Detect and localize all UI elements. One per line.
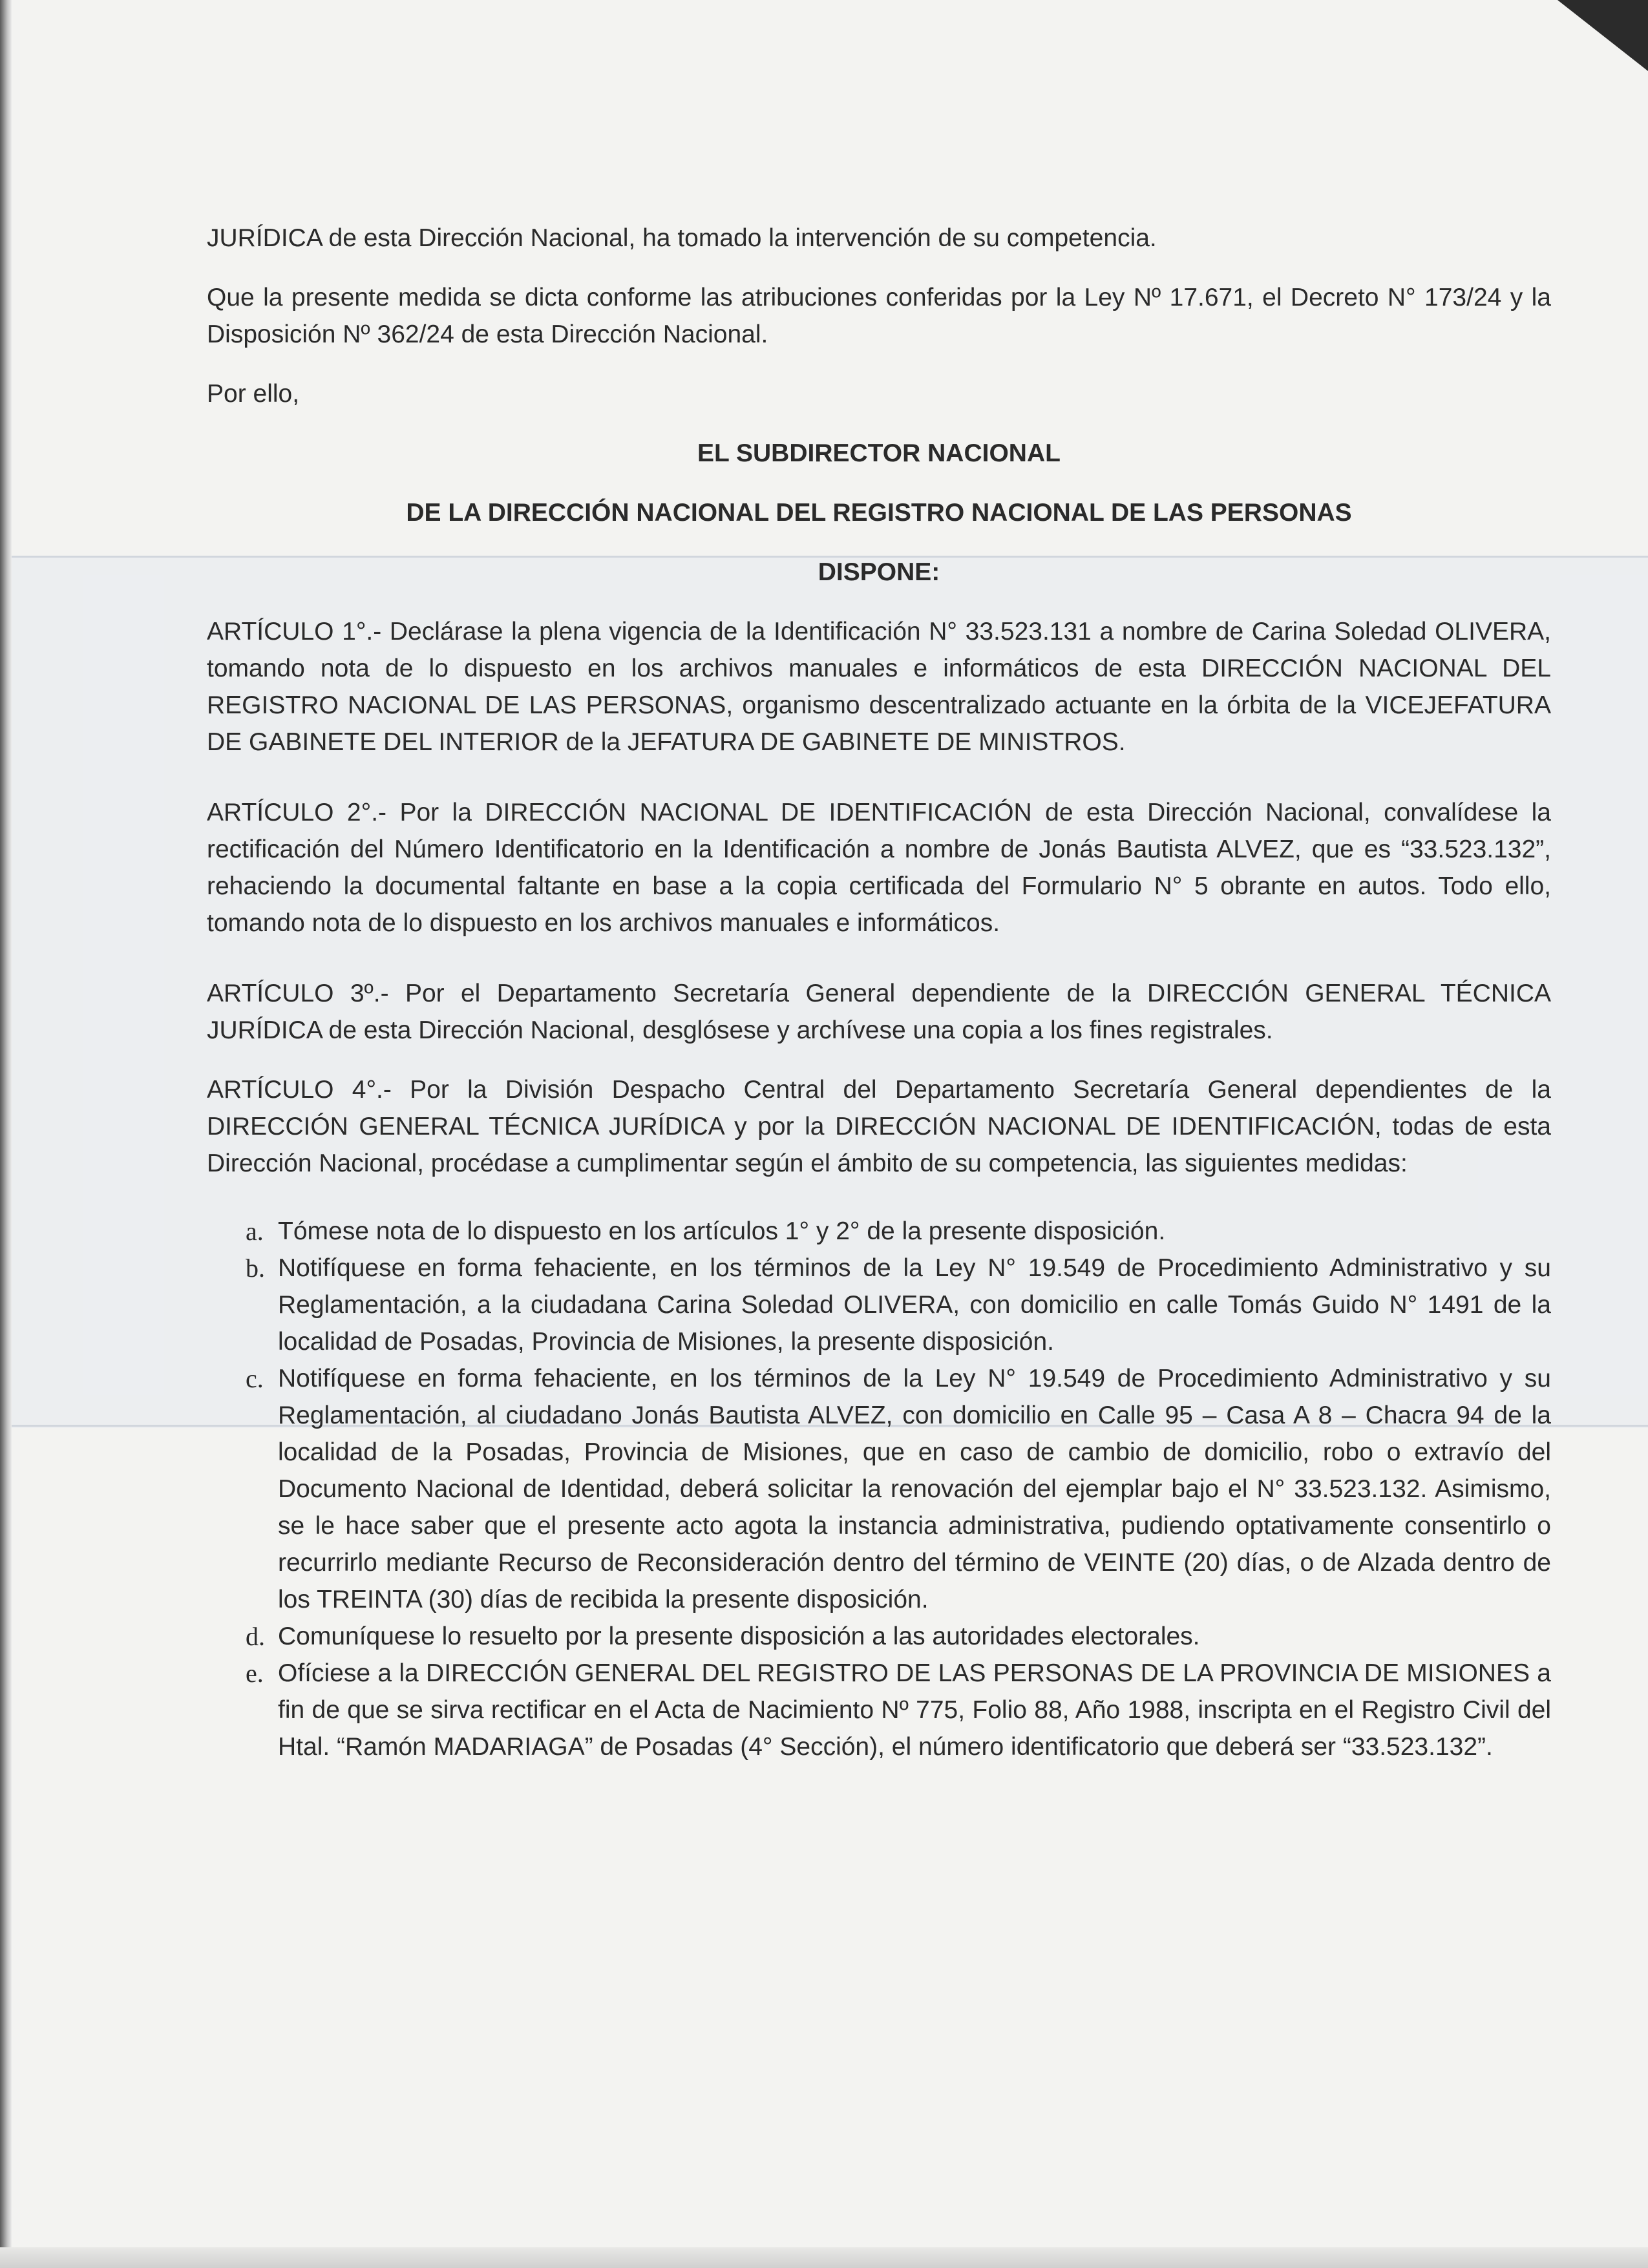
list-marker: a.: [246, 1217, 264, 1246]
list-item: [246, 1250, 1551, 1360]
por-ello: Por ello,: [207, 380, 300, 408]
list-marker: c.: [246, 1364, 264, 1393]
measures-list: [207, 1213, 1551, 1765]
list-item-text: Notifíquese en forma fehaciente, en los términos de la Ley N° 19.549 de Procedimiento Administrativo y su Reglamentación, a la ciudadana Carina Soledad OLIVERA, con domicilio en calle Tomás Guido N° 1491 de la localidad de Posadas, Provincia de Misiones, la presente disposición.: [278, 1254, 1551, 1356]
list-item: [246, 1213, 1551, 1250]
list-item: [246, 1618, 1551, 1655]
article-2: ARTÍCULO 2°.- Por la DIRECCIÓN NACIONAL DE IDENTIFICACIÓN de esta Dirección Nacional, convalídese la rectificación del Número Identificatorio en la Identificación a nombre de Jonás Bautista ALVEZ, que es “33.523.132”, rehaciendo la documental faltante en base a la copia certificada del Formulario N° 5 obrante en autos. Todo ello, tomando nota de lo dispuesto en los archivos manuales e informáticos.: [207, 799, 1551, 937]
list-item-text: Tómese nota de lo dispuesto en los artículos 1° y 2° de la presente disposición.: [278, 1217, 1166, 1245]
article-3: ARTÍCULO 3º.- Por el Departamento Secretaría General dependiente de la DIRECCIÓN GENERAL TÉCNICA JURÍDICA de esta Dirección Nacional, desglósese y archívese una copia a los fines registrales.: [207, 980, 1551, 1044]
scan-bottom-edge: [0, 2247, 1648, 2268]
scan-torn-corner: [1558, 0, 1648, 71]
article-1: ARTÍCULO 1°.- Declárase la plena vigencia de la Identificación N° 33.523.131 a nombre de Carina Soledad OLIVERA, tomando nota de lo dispuesto en los archivos manuales e informáticos de esta DIRECCIÓN NACIONAL DEL REGISTRO NACIONAL DE LAS PERSONAS, organismo descentralizado actuante en la órbita de la VICEJEFATURA DE GABINETE DEL INTERIOR de la JEFATURA DE GABINETE DE MINISTROS.: [207, 618, 1551, 756]
heading-subdirector: EL SUBDIRECTOR NACIONAL: [697, 439, 1061, 467]
list-item: [246, 1655, 1551, 1765]
list-marker: e.: [246, 1659, 264, 1688]
list-marker: d.: [246, 1622, 265, 1651]
list-item-text: Notifíquese en forma fehaciente, en los términos de la Ley N° 19.549 de Procedimiento Administrativo y su Reglamentación, al ciudadano Jonás Bautista ALVEZ, con domicilio en Calle 95 – Casa A 8 – Chacra 94 de la localidad de la Posadas, Provincia de Misiones, que en caso de cambio de domicilio, robo o extravío del Documento Nacional de Identidad, deberá solicitar la renovación del ejemplar bajo el N° 33.523.132. Asimismo, se le hace saber que el presente acto agota la instancia administrativa, pudiendo optativamente consentirlo o recurrirlo mediante Recurso de Reconsideración dentro del término de VEINTE (20) días, o de Alzada dentro de los TREINTA (30) días de recibida la presente disposición.: [278, 1365, 1551, 1613]
legal-basis-paragraph: Que la presente medida se dicta conforme las atribuciones conferidas por la Ley Nº 17.671, el Decreto N° 173/24 y la Disposición Nº 362/24 de esta Dirección Nacional.: [207, 284, 1551, 348]
scan-left-edge: [0, 0, 12, 2268]
article-4: ARTÍCULO 4°.- Por la División Despacho Central del Departamento Secretaría General dependientes de la DIRECCIÓN GENERAL TÉCNICA JURÍDICA y por la DIRECCIÓN NACIONAL DE IDENTIFICACIÓN, todas de esta Dirección Nacional, procédase a cumplimentar según el ámbito de su competencia, las siguientes medidas:: [207, 1076, 1551, 1177]
list-item-text: Comuníquese lo resuelto por la presente disposición a las autoridades electorales.: [278, 1622, 1200, 1650]
heading-direccion: DE LA DIRECCIÓN NACIONAL DEL REGISTRO NACIONAL DE LAS PERSONAS: [406, 499, 1352, 527]
list-item: [246, 1360, 1551, 1618]
list-marker: b.: [246, 1254, 265, 1283]
document-page: [207, 220, 1551, 1765]
heading-dispone: DISPONE:: [818, 558, 940, 586]
list-item-text: Ofíciese a la DIRECCIÓN GENERAL DEL REGISTRO DE LAS PERSONAS DE LA PROVINCIA DE MISIONES a fin de que se sirva rectificar en el Acta de Nacimiento Nº 775, Folio 88, Año 1988, inscripta en el Registro Civil del Htal. “Ramón MADARIAGA” de Posadas (4° Sección), el número identificatorio que deberá ser “33.523.132”.: [278, 1659, 1551, 1761]
intro-continuation: JURÍDICA de esta Dirección Nacional, ha tomado la intervención de su competencia.: [207, 224, 1157, 252]
